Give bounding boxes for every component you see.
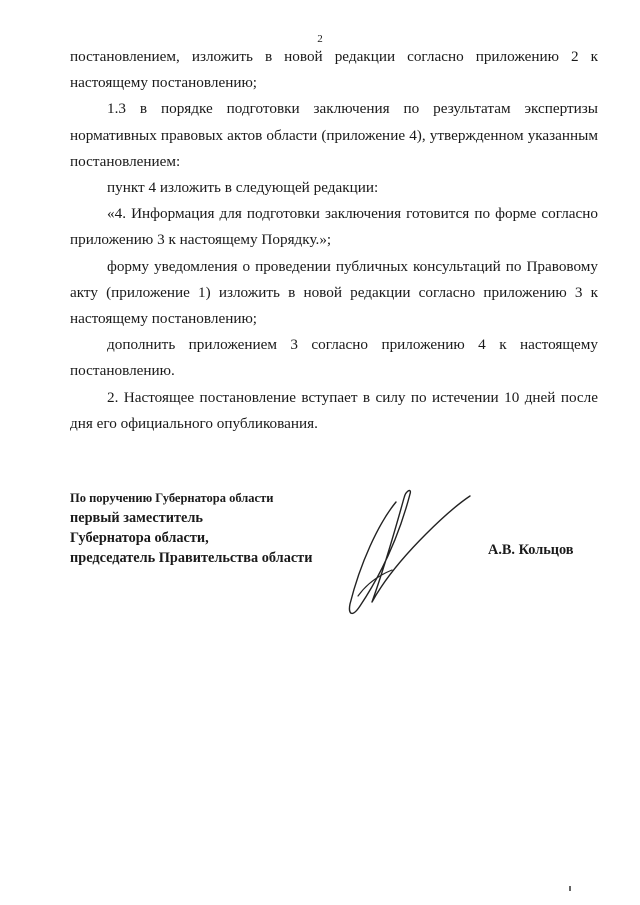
scan-artifact bbox=[569, 886, 571, 891]
paragraph-form-notice: форму уведомления о проведении публичных консультаций по Правовому акту (приложение 1) изложить в новой редакции согласно приложению 3 к настоящему постановлению; bbox=[70, 257, 598, 328]
paragraph-continuation: постановлением, изложить в новой редакции согласно приложению 2 к настоящему постановлению; bbox=[70, 48, 598, 92]
handwritten-signature bbox=[338, 484, 488, 624]
paragraph-quote-4: «4. Информация для подготовки заключения готовится по форме согласно приложению 3 к настоящему Порядку.»; bbox=[70, 205, 598, 249]
signature-line-1: По поручению Губернатора области bbox=[70, 491, 274, 505]
paragraph-2-effective: 2. Настоящее постановление вступает в силу по истечении 10 дней после дня его официального опубликования. bbox=[70, 388, 598, 432]
page-number: 2 bbox=[317, 33, 323, 45]
signature-line-4: председатель Правительства области bbox=[70, 550, 313, 566]
signature-line-3: Губернатора области, bbox=[70, 530, 209, 546]
signature-block bbox=[70, 488, 370, 568]
document-body bbox=[70, 44, 598, 437]
paragraph-punkt-4: пункт 4 изложить в следующей редакции: bbox=[107, 179, 379, 197]
signatory-name: А.В. Кольцов bbox=[488, 542, 574, 558]
paragraph-1-3: 1.3 в порядке подготовки заключения по результатам экспертизы нормативных правовых актов области (приложение 4), утвержденном указанным постановлением: bbox=[70, 100, 598, 170]
signature-line-2: первый заместитель bbox=[70, 510, 203, 526]
paragraph-add-appendix: дополнить приложением 3 согласно приложению 4 к настоящему постановлению. bbox=[70, 336, 598, 380]
